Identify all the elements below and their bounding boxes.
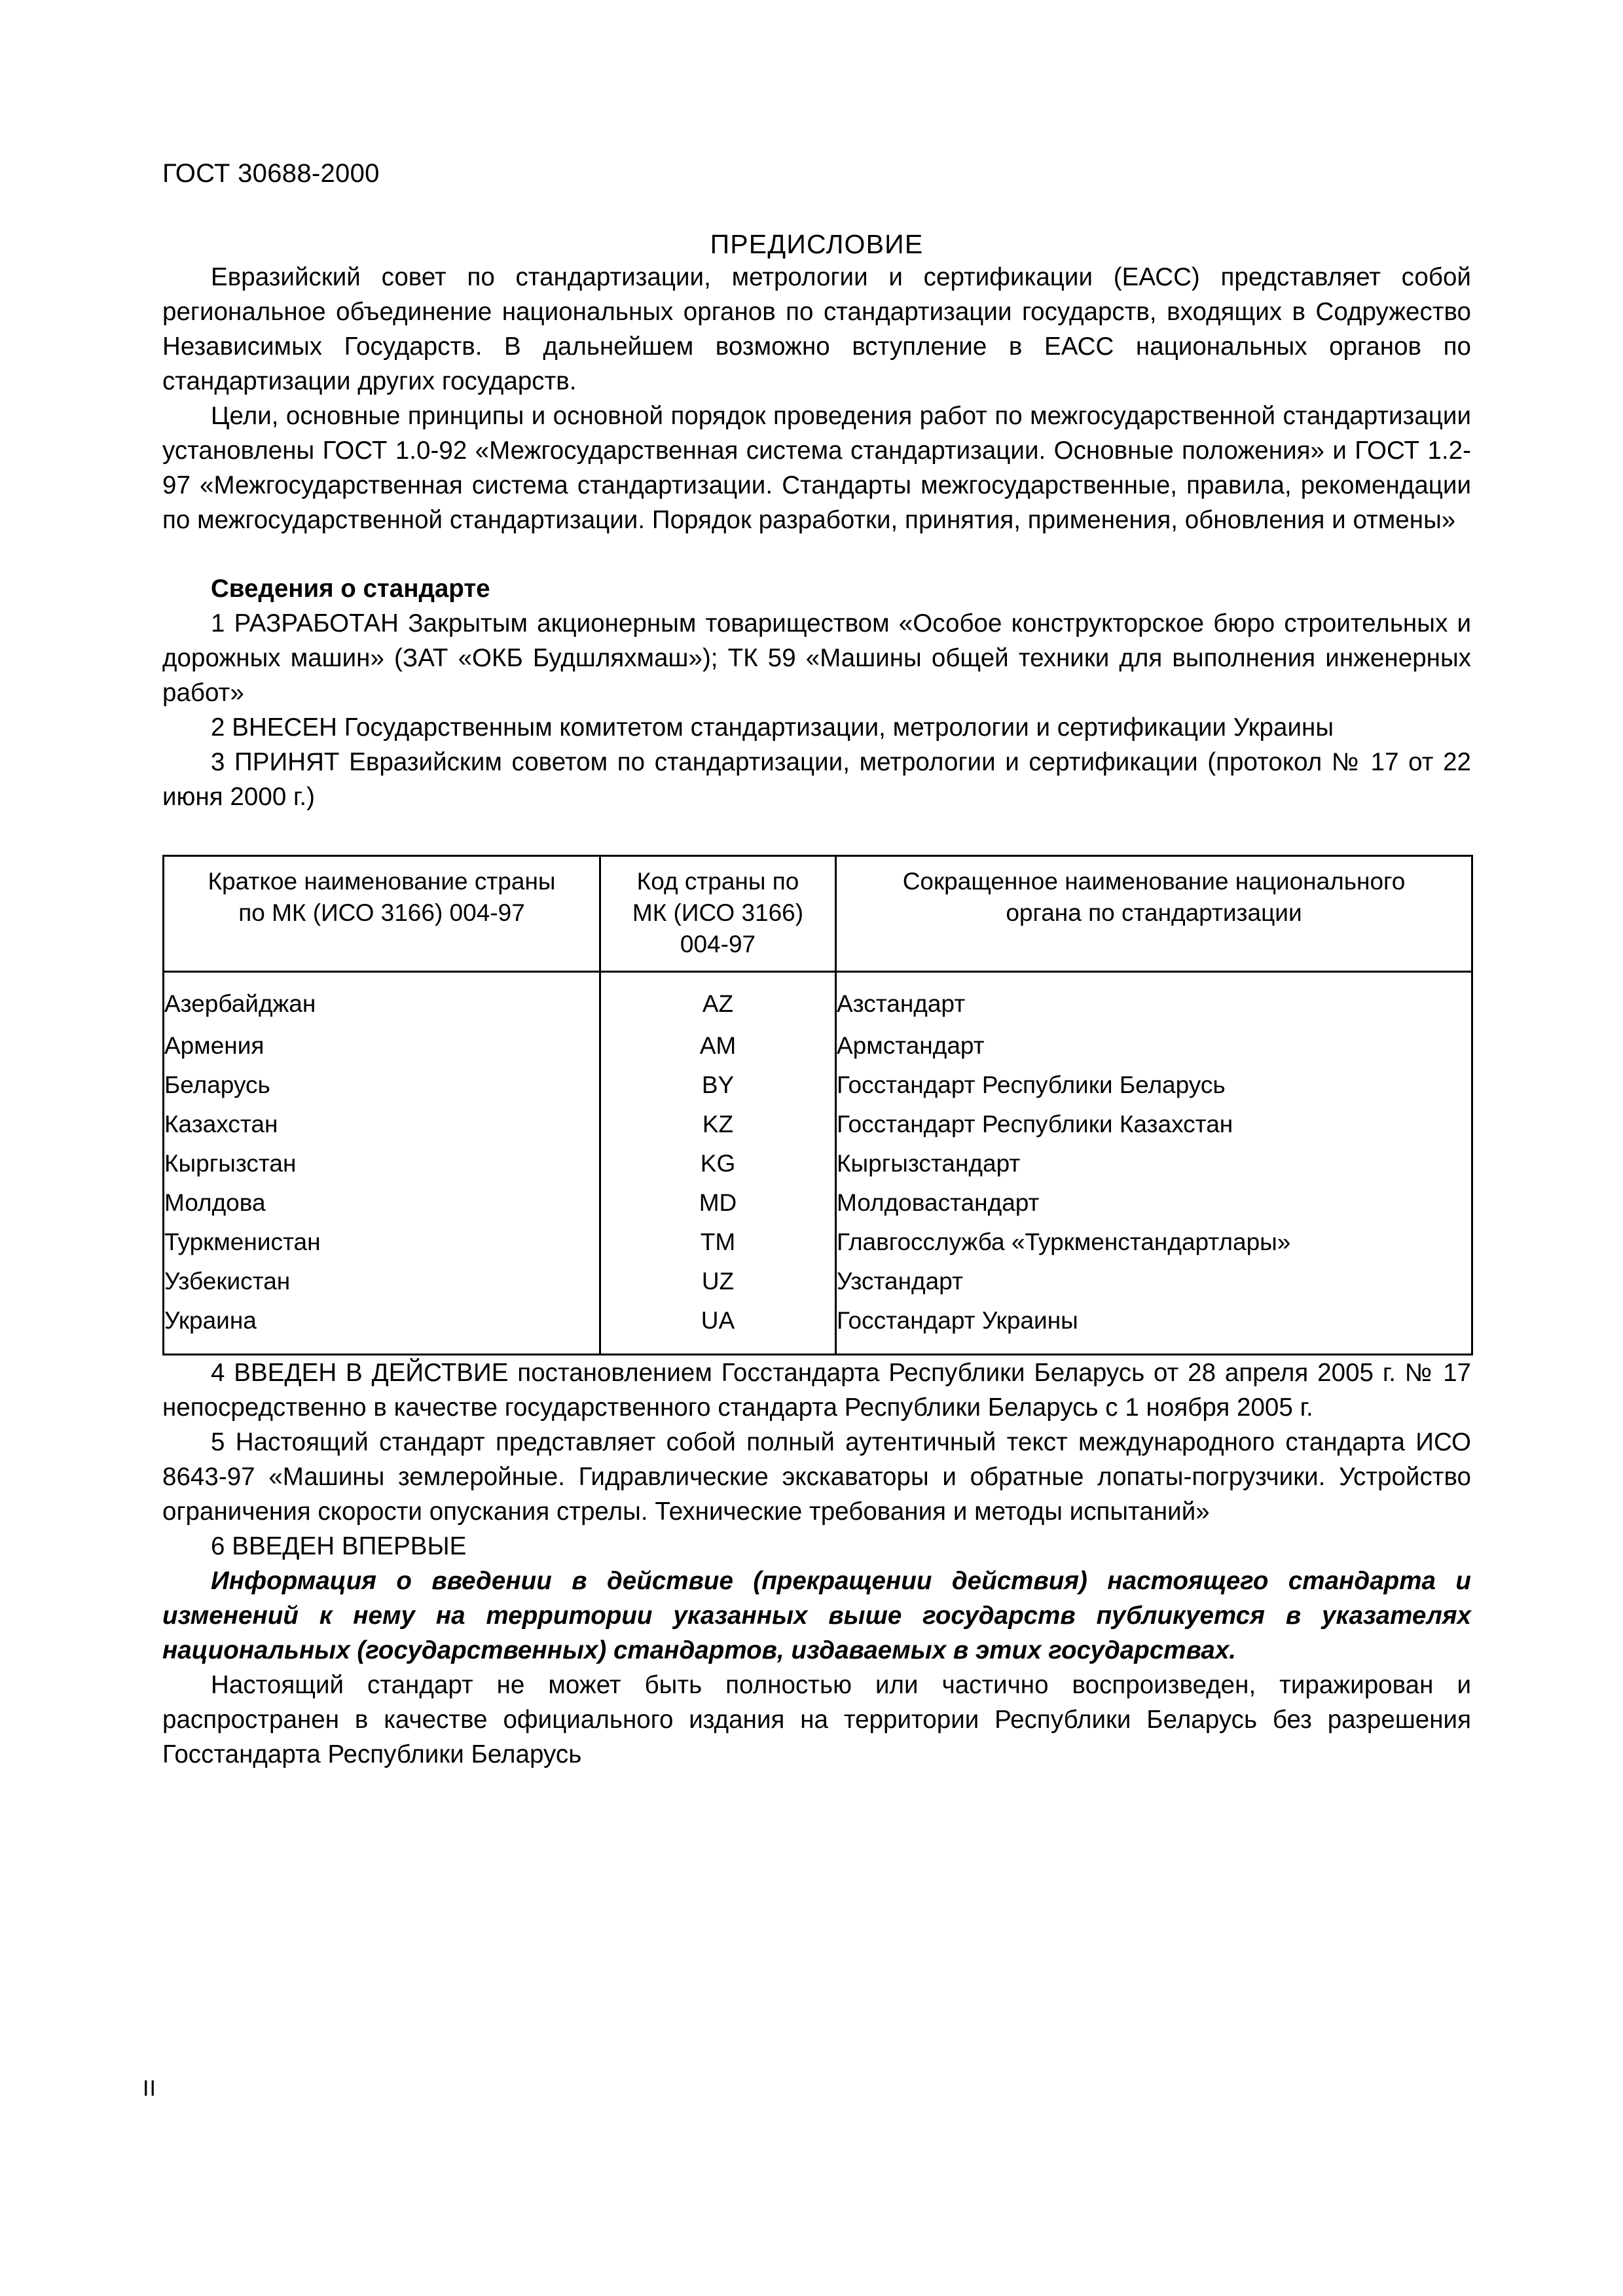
cell-country: Казахстан <box>164 1105 600 1144</box>
standard-info-heading: Сведения о стандарте <box>211 575 490 603</box>
cell-code: KZ <box>600 1105 836 1144</box>
standard-info-item-2: 2 ВНЕСЕН Государственным комитетом стандартизации, метрологии и сертификации Украины <box>211 713 1334 742</box>
cell-body: Госстандарт Украины <box>836 1301 1472 1355</box>
table-header-code-line1: Код страны по <box>636 868 799 895</box>
cell-code: AZ <box>600 972 836 1027</box>
country-codes-table <box>162 855 1473 1355</box>
table-header-country <box>164 856 600 972</box>
table-row <box>164 1105 1472 1144</box>
table-header-country-line2: по МК (ИСО 3166) 004-97 <box>238 899 525 926</box>
document-standard-code: ГОСТ 30688-2000 <box>162 159 380 188</box>
intro-paragraph-1: Евразийский совет по стандартизации, метрологии и сертификации (ЕАСС) представляет собой региональное объединение национальных органов по стандартизации государств, входящих в Содружество Независимых Государств. В дальнейшем возможно вступление в ЕАСС национальных органов по стандартизации других государств. <box>162 263 1471 395</box>
cell-code: AM <box>600 1026 836 1066</box>
table-header-code <box>600 856 836 972</box>
cell-country: Молдова <box>164 1183 600 1223</box>
intro-paragraph-2: Цели, основные принципы и основной порядок проведения работ по межгосударственной стандартизации установлены ГОСТ 1.0-92 «Межгосударственная система стандартизации. Основные положения» и ГОСТ 1.2-97 «Межгосударственная система стандартизации. Стандарты межгосударственные, правила, рекомендации по межгосударственной стандартизации. Порядок разработки, принятия, применения, обновления и отмены» <box>162 402 1471 534</box>
standard-info-item-5: 5 Настоящий стандарт представляет собой полный аутентичный текст международного стандарта ИСО 8643-97 «Машины землеройные. Гидравлические экскаваторы и обратные лопаты-погрузчики. Устройство ограничения скорости опускания стрелы. Технические требования и методы испытаний» <box>162 1428 1471 1526</box>
table-row <box>164 1144 1472 1183</box>
cell-country: Азербайджан <box>164 972 600 1027</box>
cell-body: Главгосслужба «Туркменстандартлары» <box>836 1223 1472 1262</box>
cell-country: Армения <box>164 1026 600 1066</box>
table-row <box>164 972 1472 1027</box>
cell-body: Госстандарт Республики Казахстан <box>836 1105 1472 1144</box>
cell-code: MD <box>600 1183 836 1223</box>
standard-info-item-6: 6 ВВЕДЕН ВПЕРВЫЕ <box>211 1532 467 1560</box>
table-body <box>164 972 1472 1355</box>
cell-body: Узстандарт <box>836 1262 1472 1301</box>
table-header-country-line1: Краткое наименование страны <box>208 868 556 895</box>
cell-code: UA <box>600 1301 836 1355</box>
cell-code: BY <box>600 1066 836 1105</box>
standard-info-item-3: 3 ПРИНЯТ Евразийским советом по стандартизации, метрологии и сертификации (протокол № 17 от 22 июня 2000 г.) <box>162 748 1471 811</box>
table-row <box>164 1066 1472 1105</box>
page-title: ПРЕДИСЛОВИЕ <box>710 229 924 259</box>
standard-info-item-4: 4 ВВЕДЕН В ДЕЙСТВИЕ постановлением Госстандарта Республики Беларусь от 28 апреля 2005 г. № 17 непосредственно в качестве государственного стандарта Республики Беларусь с 1 ноября 2005 г. <box>162 1359 1471 1422</box>
table-row <box>164 1223 1472 1262</box>
cell-country: Украина <box>164 1301 600 1355</box>
standard-info-item-1: 1 РАЗРАБОТАН Закрытым акционерным товариществом «Особое конструкторское бюро строительных и дорожных машин» (ЗАТ «ОКБ Будшляхмаш»); ТК 59 «Машины общей техники для выполнения инженерных работ» <box>162 609 1471 707</box>
page-number: II <box>143 2076 156 2101</box>
table-header-code-line2: МК (ИСО 3166) <box>632 899 804 926</box>
table-header-body <box>836 856 1472 972</box>
cell-body: Азстандарт <box>836 972 1472 1027</box>
table-row <box>164 1262 1472 1301</box>
cell-code: UZ <box>600 1262 836 1301</box>
standard-info-note: Информация о введении в действие (прекращении действия) настоящего стандарта и изменений к нему на территории указанных выше государств публикуется в указателях национальных (государственных) стандартов, издаваемых в этих государствах. <box>162 1567 1471 1664</box>
cell-code: TM <box>600 1223 836 1262</box>
cell-country: Узбекистан <box>164 1262 600 1301</box>
table-header <box>164 856 1472 972</box>
table-header-body-line2: органа по стандартизации <box>1006 899 1302 926</box>
cell-body: Армстандарт <box>836 1026 1472 1066</box>
table-header-row <box>164 856 1472 972</box>
cell-code: KG <box>600 1144 836 1183</box>
cell-country: Кыргызстан <box>164 1144 600 1183</box>
table-header-code-line3: 004-97 <box>680 931 756 958</box>
page-content <box>162 0 1471 1772</box>
table-header-body-line1: Сокращенное наименование национального <box>902 868 1406 895</box>
cell-body: Молдовастандарт <box>836 1183 1472 1223</box>
cell-body: Кыргызстандарт <box>836 1144 1472 1183</box>
cell-body: Госстандарт Республики Беларусь <box>836 1066 1472 1105</box>
table-row <box>164 1301 1472 1355</box>
table-row <box>164 1183 1472 1223</box>
cell-country: Туркменистан <box>164 1223 600 1262</box>
cell-country: Беларусь <box>164 1066 600 1105</box>
table-row <box>164 1026 1472 1066</box>
copyright-notice: Настоящий стандарт не может быть полностью или частично воспроизведен, тиражирован и распространен в качестве официального издания на территории Республики Беларусь без разрешения Госстандарта Республики Беларусь <box>162 1671 1471 1768</box>
